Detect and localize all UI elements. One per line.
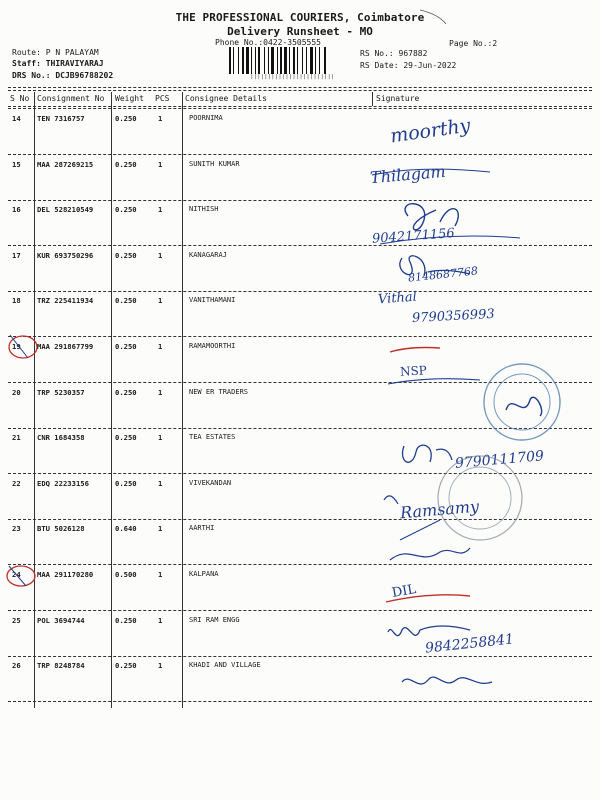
signature-row-15: Thilagam [369, 161, 447, 188]
row-consignment: EDQ 22233156 [37, 478, 89, 488]
row-weight: 0.250 [115, 250, 137, 260]
row-consignment: KUR 693750296 [37, 250, 94, 260]
row-pcs: 1 [158, 296, 163, 306]
row-consignee: NITHISH [189, 205, 219, 214]
row-consignee: KALPANA [189, 570, 219, 578]
row-divider [8, 610, 592, 611]
row-weight: 0.250 [115, 205, 137, 215]
row-sno: 26 [12, 661, 21, 671]
row-consignee: TEA ESTATES [189, 433, 236, 442]
signature-row-14: moorthy [388, 114, 472, 148]
row-weight: 0.250 [115, 615, 137, 625]
row-consignee: RAMAMOORTHI [189, 342, 236, 350]
staff-label: Staff: THIRAVIYARAJ [12, 59, 104, 68]
document-title: THE PROFESSIONAL COURIERS, Coimbatore [175, 11, 425, 24]
row-pcs: 1 [158, 570, 163, 579]
row-sno: 22 [12, 478, 21, 488]
signature-row-18: Vithal [377, 289, 418, 308]
row-divider [8, 564, 592, 565]
header-divider [8, 90, 592, 91]
route-label: Route: P N PALAYAM [12, 48, 99, 57]
row-divider [8, 336, 592, 337]
row-sno: 18 [12, 296, 21, 306]
phone-handwritten-17: 8148687768 [407, 264, 479, 285]
phone-handwritten-18: 9790356993 [411, 306, 496, 327]
col-consignee: Consignee Details [185, 94, 267, 103]
row-consignment: BTU 5026128 [37, 524, 85, 534]
page-number: Page No.:2 [449, 39, 498, 48]
row-weight: 0.250 [115, 478, 137, 488]
row-sno: 23 [12, 524, 21, 534]
row-pcs: 1 [158, 205, 163, 215]
column-rule [372, 92, 373, 106]
row-consignment: TRP 5230357 [37, 387, 85, 397]
row-consignee: VANITHAMANI [189, 296, 236, 305]
row-pcs: 1 [158, 615, 163, 625]
column-header-divider [8, 106, 592, 107]
drs-number: DRS No.: DCJB96788202 [12, 71, 114, 80]
row-weight: 0.500 [115, 570, 137, 579]
row-consignment: DEL 528210549 [37, 205, 94, 215]
col-sno: S No [10, 94, 30, 103]
row-sno: 21 [12, 433, 21, 443]
row-divider [8, 656, 592, 657]
row-consignee: KHADI AND VILLAGE [189, 661, 261, 670]
document-subtitle: Delivery Runsheet - MO [227, 25, 373, 38]
col-pcs: PCS [155, 94, 170, 103]
row-sno: 19 [12, 342, 21, 351]
row-divider [8, 245, 592, 246]
row-consignment: MAA 291867799 [37, 342, 94, 351]
row-sno: 24 [12, 570, 21, 579]
row-weight: 0.250 [115, 433, 137, 443]
column-rule [111, 92, 112, 708]
rs-number: RS No.: 967882 [360, 49, 428, 58]
row-divider [8, 701, 592, 702]
row-consignee: KANAGARAJ [189, 250, 227, 259]
row-sno: 14 [12, 114, 21, 123]
row-divider [8, 154, 592, 155]
row-divider [8, 382, 592, 383]
col-consignment: Consignment No [37, 94, 105, 103]
col-signature: Signature [376, 94, 420, 103]
row-pcs: 1 [158, 250, 163, 260]
row-divider [8, 519, 592, 520]
row-consignee: SRI RAM ENGG [189, 615, 240, 624]
signature-row-20: NSP [399, 363, 428, 379]
row-divider [8, 291, 592, 292]
row-weight: 0.250 [115, 296, 137, 306]
phone-handwritten-16: 9042171156 [371, 226, 456, 247]
barcode-icon [229, 47, 356, 74]
column-header-divider [8, 108, 592, 109]
row-pcs: 1 [158, 342, 163, 351]
row-pcs: 1 [158, 114, 163, 123]
col-weight: Weight [115, 94, 144, 103]
barcode-caption: |||||||||||||||||||||||| [250, 74, 335, 80]
row-consignee: VIVEKANDAN [189, 478, 232, 487]
row-pcs: 1 [158, 524, 163, 534]
row-weight: 0.250 [115, 159, 137, 169]
column-rule [34, 92, 35, 708]
phone-handwritten-21: 9790111709 [454, 448, 545, 472]
row-divider [8, 200, 592, 201]
row-consignee: POORNIMA [189, 114, 223, 122]
row-sno: 20 [12, 387, 21, 397]
row-pcs: 1 [158, 433, 163, 443]
row-consignee: NEW ER TRADERS [189, 387, 249, 396]
row-sno: 25 [12, 615, 21, 625]
row-weight: 0.250 [115, 342, 137, 351]
row-consignment: CNR 1684358 [37, 433, 85, 443]
row-pcs: 1 [158, 478, 163, 488]
signature-row-24: DIL [390, 582, 418, 601]
row-divider [8, 428, 592, 429]
row-pcs: 1 [158, 159, 163, 169]
row-pcs: 1 [158, 387, 163, 397]
row-consignment: TRZ 225411934 [37, 296, 94, 306]
row-sno: 16 [12, 205, 21, 215]
row-consignment: TRP 8248784 [37, 661, 85, 671]
signature-row-22: Ramsamy [399, 496, 480, 523]
row-weight: 0.250 [115, 661, 137, 671]
row-consignment: POL 3694744 [37, 615, 85, 625]
row-consignee: AARTHI [189, 524, 215, 533]
row-sno: 15 [12, 159, 21, 169]
row-pcs: 1 [158, 661, 163, 671]
header-divider [8, 87, 592, 88]
rs-date: RS Date: 29-Jun-2022 [360, 61, 457, 70]
column-rule [182, 92, 183, 708]
row-weight: 0.250 [115, 387, 137, 397]
row-weight: 0.640 [115, 524, 137, 534]
row-consignee: SUNITH KUMAR [189, 159, 240, 168]
phone-number: Phone No.:0422-3505555 [215, 38, 321, 47]
row-consignment: MAA 287269215 [37, 159, 94, 169]
phone-handwritten-25: 9842258841 [424, 631, 515, 657]
row-consignment: TEN 7316757 [37, 114, 85, 123]
row-sno: 17 [12, 250, 21, 260]
row-weight: 0.250 [115, 114, 137, 123]
row-divider [8, 473, 592, 474]
row-consignment: MAA 291170280 [37, 570, 94, 579]
